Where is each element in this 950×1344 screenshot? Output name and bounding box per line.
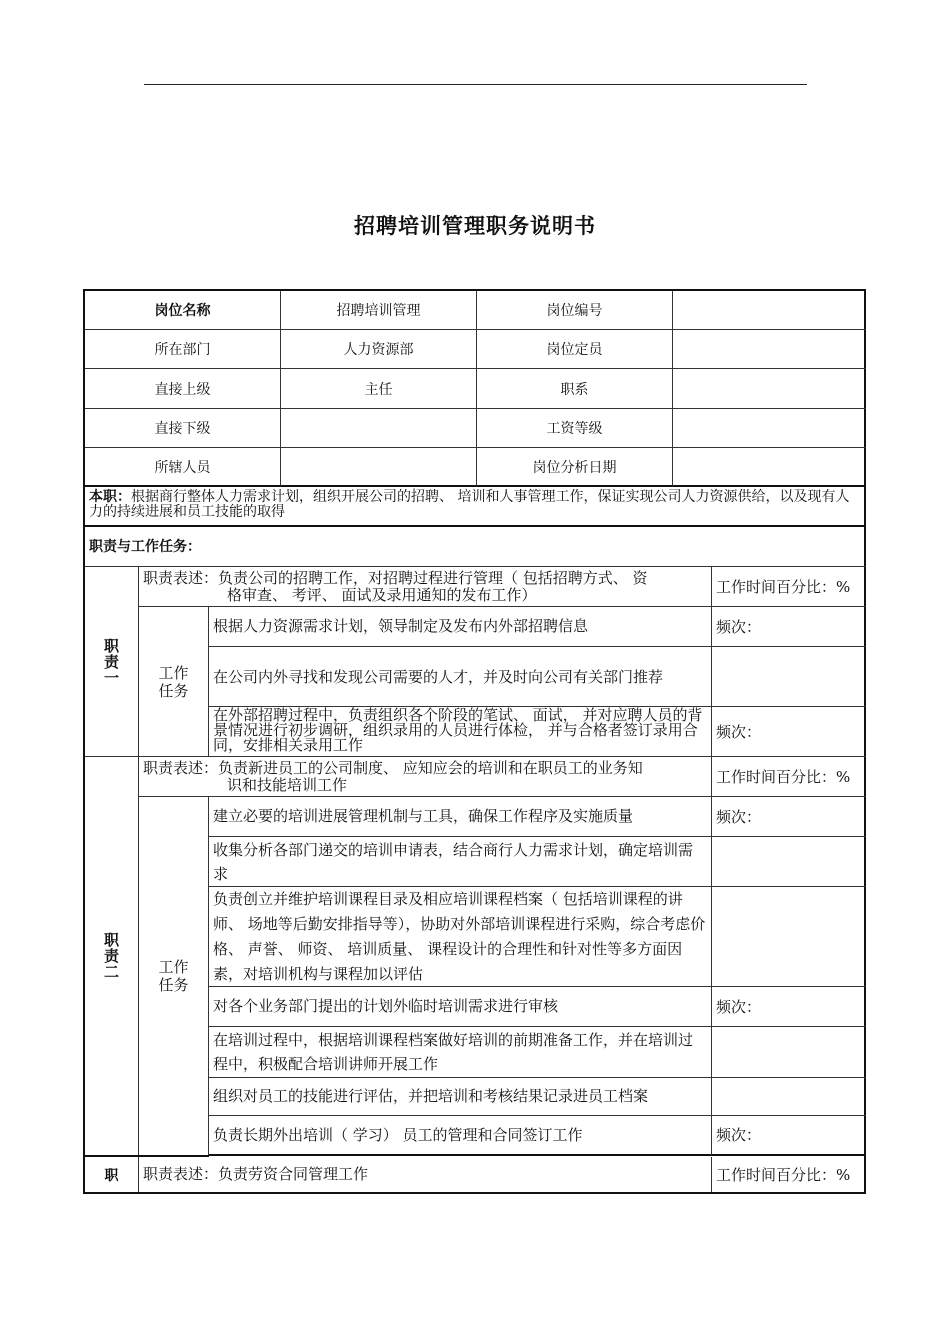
resp1-task-3-freq: 频次： bbox=[712, 707, 866, 757]
value-subordinates bbox=[281, 409, 477, 448]
resp2-task-4-freq: 频次： bbox=[712, 987, 866, 1027]
value-position-code bbox=[673, 291, 866, 330]
resp1-desc-line1: 负责公司的招聘工作，对招聘过程进行管理（ 包括招聘方式、 资 bbox=[218, 569, 648, 587]
value-position-name: 招聘培训管理 bbox=[281, 291, 477, 330]
label-analysis-date: 岗位分析日期 bbox=[477, 448, 673, 487]
label-staff: 所辖人员 bbox=[85, 448, 281, 487]
resp1-task-3: 在外部招聘过程中，负责组织各个阶段的笔试、 面试， 并对应聘人员的背景情况进行初步调研，组织录用的人员进行体检， 并与合格者签订录用合同，安排相关录用工作 bbox=[209, 707, 712, 757]
header-rule bbox=[144, 84, 807, 85]
label-position-name: 岗位名称 bbox=[85, 291, 281, 330]
resp1-task-2: 在公司内外寻找和发现公司需要的人才，并及时向公司有关部门推荐 bbox=[209, 647, 712, 707]
resp2-task-2-freq bbox=[712, 837, 866, 887]
value-staff bbox=[281, 448, 477, 487]
responsibility-1-description bbox=[139, 567, 712, 607]
resp2-desc-line1: 负责新进员工的公司制度、 应知应会的培训和在职员工的业务知 bbox=[218, 759, 643, 777]
resp2-task-5-freq bbox=[712, 1027, 866, 1078]
responsibility-1-label: 职责一 bbox=[85, 567, 139, 757]
label-department: 所在部门 bbox=[85, 330, 281, 369]
job-description-table bbox=[83, 289, 866, 1194]
resp1-task-1: 根据人力资源需求计划，领导制定及发布内外部招聘信息 bbox=[209, 607, 712, 647]
page-title: 招聘培训管理职务说明书 bbox=[354, 214, 596, 238]
value-job-family bbox=[673, 369, 866, 409]
resp1-task-2-freq bbox=[712, 647, 866, 707]
resp2-task-5: 在培训过程中，根据培训课程档案做好培训的前期准备工作，并在培训过程中，积极配合培训讲师开展工作 bbox=[209, 1027, 712, 1078]
resp2-task-7: 负责长期外出培训（ 学习） 员工的管理和合同签订工作 bbox=[209, 1116, 712, 1156]
resp2-task-4: 对各个业务部门提出的计划外临时培训需求进行审核 bbox=[209, 987, 712, 1027]
value-analysis-date bbox=[673, 448, 866, 487]
resp1-desc-prefix: 职责表述： bbox=[143, 569, 219, 587]
resp2-desc-line2: 识和技能培训工作 bbox=[227, 776, 348, 794]
resp2-task-1: 建立必要的培训进展管理机制与工具，确保工作程序及实施质量 bbox=[209, 797, 712, 837]
section-header: 职责与工作任务： bbox=[85, 527, 866, 567]
resp2-time-pct: 工作时间百分比：% bbox=[712, 757, 866, 797]
resp2-work-task-label: 工作任务 bbox=[139, 797, 209, 1156]
responsibility-2-label: 职责二 bbox=[85, 757, 139, 1156]
resp2-task-3: 负责创立并维护培训课程目录及相应培训课程档案（ 包括培训课程的讲师、 场地等后勤安排指导等），协助对外部培训课程进行采购，综合考虑价格、 声誉、 师资、 培训质量、 课程设计的合理性和针对性等多方面因素，对培训机构与课程加以评估 bbox=[209, 887, 712, 987]
duty-summary bbox=[85, 487, 866, 527]
label-job-family: 职系 bbox=[477, 369, 673, 409]
resp2-task-7-freq: 频次： bbox=[712, 1116, 866, 1156]
label-salary-grade: 工资等级 bbox=[477, 409, 673, 448]
resp2-task-6: 组织对员工的技能进行评估，并把培训和考核结果记录进员工档案 bbox=[209, 1078, 712, 1116]
resp2-desc-prefix: 职责表述： bbox=[143, 759, 219, 777]
resp3-time-pct: 工作时间百分比：% bbox=[716, 1165, 851, 1184]
resp2-task-1-freq: 频次： bbox=[712, 797, 866, 837]
label-position-code: 岗位编号 bbox=[477, 291, 673, 330]
value-headcount bbox=[673, 330, 866, 369]
duty-label: 本职： bbox=[89, 489, 131, 505]
resp1-task-1-freq: 频次： bbox=[712, 607, 866, 647]
resp2-task-3-freq bbox=[712, 887, 866, 987]
label-supervisor: 直接上级 bbox=[85, 369, 281, 409]
responsibility-3-description: 职责表述：负责劳资合同管理工作 bbox=[139, 1157, 712, 1192]
duty-text: 根据商行整体人力需求计划，组织开展公司的招聘、 培训和人事管理工作，保证实现公司人力资源供给，以及现有人力的持续进展和员工技能的取得 bbox=[89, 489, 850, 520]
resp1-desc-line2: 格审查、 考评、 面试及录用通知的发布工作） bbox=[227, 586, 537, 604]
value-supervisor: 主任 bbox=[281, 369, 477, 409]
resp2-task-6-freq bbox=[712, 1078, 866, 1116]
responsibility-2-description bbox=[139, 757, 712, 797]
resp2-task-2: 收集分析各部门递交的培训申请表，结合商行人力需求计划，确定培训需求 bbox=[209, 837, 712, 887]
resp1-work-task-label: 工作任务 bbox=[139, 607, 209, 757]
value-salary-grade bbox=[673, 409, 866, 448]
label-headcount: 岗位定员 bbox=[477, 330, 673, 369]
label-subordinates: 直接下级 bbox=[85, 409, 281, 448]
resp1-time-pct: 工作时间百分比：% bbox=[712, 567, 866, 607]
responsibility-3-label: 职 bbox=[85, 1157, 139, 1192]
value-department: 人力资源部 bbox=[281, 330, 477, 369]
